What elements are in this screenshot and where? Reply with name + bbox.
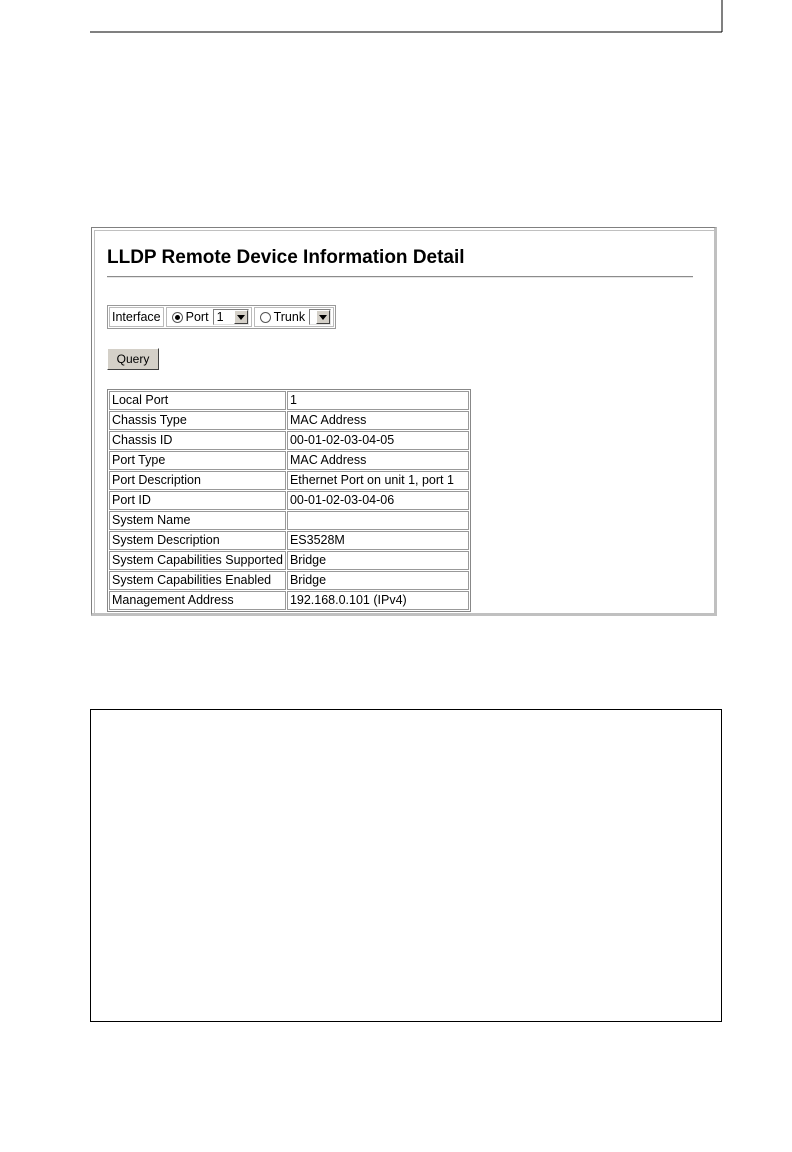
table-row — [109, 391, 469, 410]
row-value: Bridge — [287, 571, 469, 590]
chevron-down-icon[interactable] — [234, 310, 248, 324]
row-key: System Name — [109, 511, 286, 530]
row-key: Chassis Type — [109, 411, 286, 430]
port-option-label: Port — [185, 310, 209, 324]
interface-selector — [107, 305, 336, 329]
port-option[interactable] — [166, 307, 252, 327]
table-row — [109, 451, 469, 470]
table-row — [109, 571, 469, 590]
table-row — [109, 511, 469, 530]
row-value: Bridge — [287, 551, 469, 570]
screenshot-content — [94, 230, 714, 613]
trunk-option[interactable] — [254, 307, 335, 327]
row-key: Port ID — [109, 491, 286, 510]
remote-device-detail-table — [107, 389, 471, 612]
table-row — [109, 591, 469, 610]
row-key: System Capabilities Enabled — [109, 571, 286, 590]
row-key: System Capabilities Supported — [109, 551, 286, 570]
chevron-down-icon[interactable] — [316, 310, 330, 324]
blank-box — [90, 709, 722, 1022]
page-title: LLDP Remote Device Information Detail — [107, 247, 465, 268]
interface-label: Interface — [109, 307, 164, 327]
row-key: Port Type — [109, 451, 286, 470]
table-row — [109, 471, 469, 490]
row-value: Ethernet Port on unit 1, port 1 — [287, 471, 469, 490]
table-row — [109, 491, 469, 510]
query-button[interactable]: Query — [107, 348, 159, 370]
screenshot-frame — [91, 227, 717, 616]
table-row — [109, 431, 469, 450]
table-row — [109, 411, 469, 430]
trunk-option-label: Trunk — [273, 310, 306, 324]
trunk-radio[interactable] — [260, 312, 271, 323]
table-row — [109, 551, 469, 570]
row-value: MAC Address — [287, 411, 469, 430]
port-select-value: 1 — [216, 310, 224, 324]
row-value — [287, 511, 469, 530]
row-value: 00-01-02-03-04-06 — [287, 491, 469, 510]
row-key: System Description — [109, 531, 286, 550]
row-value: ES3528M — [287, 531, 469, 550]
row-key: Management Address — [109, 591, 286, 610]
table-row — [109, 531, 469, 550]
row-key: Port Description — [109, 471, 286, 490]
row-value: 00-01-02-03-04-05 — [287, 431, 469, 450]
row-value: 1 — [287, 391, 469, 410]
port-radio[interactable] — [172, 312, 183, 323]
row-value: 192.168.0.101 (IPv4) — [287, 591, 469, 610]
row-value: MAC Address — [287, 451, 469, 470]
row-key: Chassis ID — [109, 431, 286, 450]
trunk-select[interactable] — [309, 309, 331, 325]
port-select[interactable] — [213, 309, 249, 325]
row-key: Local Port — [109, 391, 286, 410]
page-header-rule — [0, 0, 792, 40]
title-divider — [107, 276, 693, 278]
